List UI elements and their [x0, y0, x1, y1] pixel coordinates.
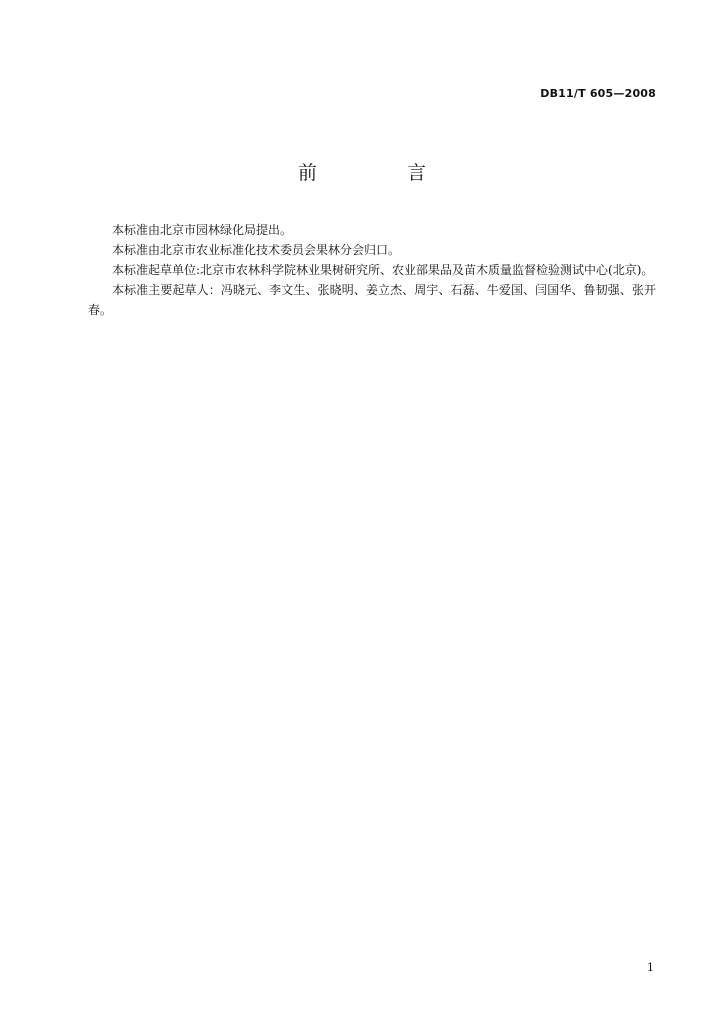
page-title: 前 言: [297, 162, 469, 184]
standard-code: DB11/T 605—2008: [540, 87, 656, 100]
paragraph-committee: 本标准由北京市农业标准化技术委员会果林分会归口。: [112, 243, 401, 257]
paragraph-drafters: 本标准主要起草人：冯晓元、李文生、张晓明、姜立杰、周宇、石磊、牛爱国、闫国华、鲁韧强、张开春。: [88, 283, 656, 317]
page-number: 1: [647, 961, 654, 974]
foreword-body: [88, 220, 656, 320]
paragraph-drafting-units: 本标准起草单位:北京市农林科学院林业果树研究所、农业部果品及苗木质量监督检验测试中心(北京)。: [112, 263, 654, 277]
paragraph-proposer: 本标准由北京市园林绿化局提出。: [112, 223, 293, 237]
